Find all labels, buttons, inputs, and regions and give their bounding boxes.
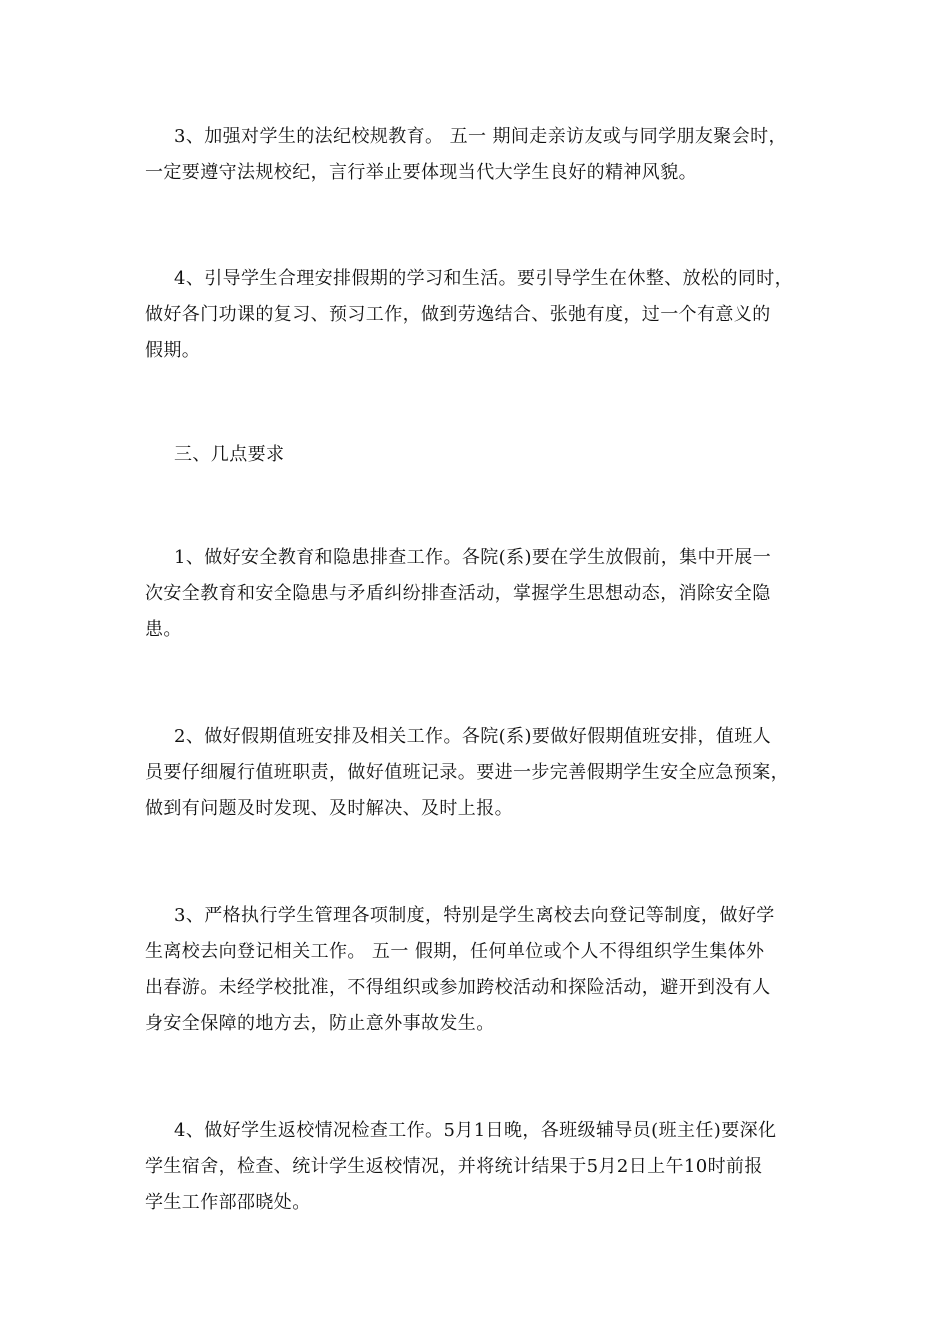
text-line: 2、做好假期值班安排及相关工作。各院(系)要做好假期值班安排，值班人 <box>174 726 772 747</box>
text-line: 员要仔细履行值班职责，做好值班记录。要进一步完善假期学生安全应急预案， <box>145 762 789 783</box>
text-line: 身安全保障的地方去，防止意外事故发生。 <box>145 1013 495 1034</box>
paragraph-2-duty-arrangement <box>145 719 810 827</box>
text-line: 做到有问题及时发现、及时解决、及时上报。 <box>145 798 513 819</box>
paragraph-3-legal-education <box>145 119 810 191</box>
text-line: 出春游。未经学校批准，不得组织或参加跨校活动和探险活动，避开到没有人 <box>145 977 771 998</box>
paragraph-1-safety-education <box>145 540 810 648</box>
text-line: 学生宿舍，检查、统计学生返校情况，并将统计结果于5月2日上午10时前报 <box>145 1156 763 1177</box>
text-line: 1、做好安全教育和隐患排查工作。各院(系)要在学生放假前，集中开展一 <box>174 547 772 568</box>
text-line: 假期。 <box>145 340 201 361</box>
paragraph-4-holiday-study <box>145 261 810 369</box>
text-line: 3、严格执行学生管理各项制度，特别是学生离校去向登记等制度，做好学 <box>174 905 775 926</box>
text-line: 3、加强对学生的法纪校规教育。 五一 期间走亲访友或与同学朋友聚会时， <box>174 126 787 147</box>
text-line: 生离校去向登记相关工作。 五一 假期，任何单位或个人不得组织学生集体外 <box>145 941 765 962</box>
text-line: 患。 <box>145 619 182 640</box>
paragraph-3-management-rules <box>145 898 810 1042</box>
section-heading-requirements <box>145 437 810 473</box>
paragraph-4-return-check <box>145 1113 810 1221</box>
text-line: 一定要遵守法规校纪，言行举止要体现当代大学生良好的精神风貌。 <box>145 162 697 183</box>
text-line: 4、引导学生合理安排假期的学习和生活。要引导学生在休整、放松的同时， <box>174 268 794 289</box>
text-line: 学生工作部邵晓处。 <box>145 1192 311 1213</box>
text-line: 做好各门功课的复习、预习工作，做到劳逸结合、张弛有度，过一个有意义的 <box>145 304 771 325</box>
text-line: 次安全教育和安全隐患与矛盾纠纷排查活动，掌握学生思想动态，消除安全隐 <box>145 583 771 604</box>
text-line: 4、做好学生返校情况检查工作。5月1日晚，各班级辅导员(班主任)要深化 <box>174 1120 777 1141</box>
section-heading: 三、几点要求 <box>174 444 285 465</box>
